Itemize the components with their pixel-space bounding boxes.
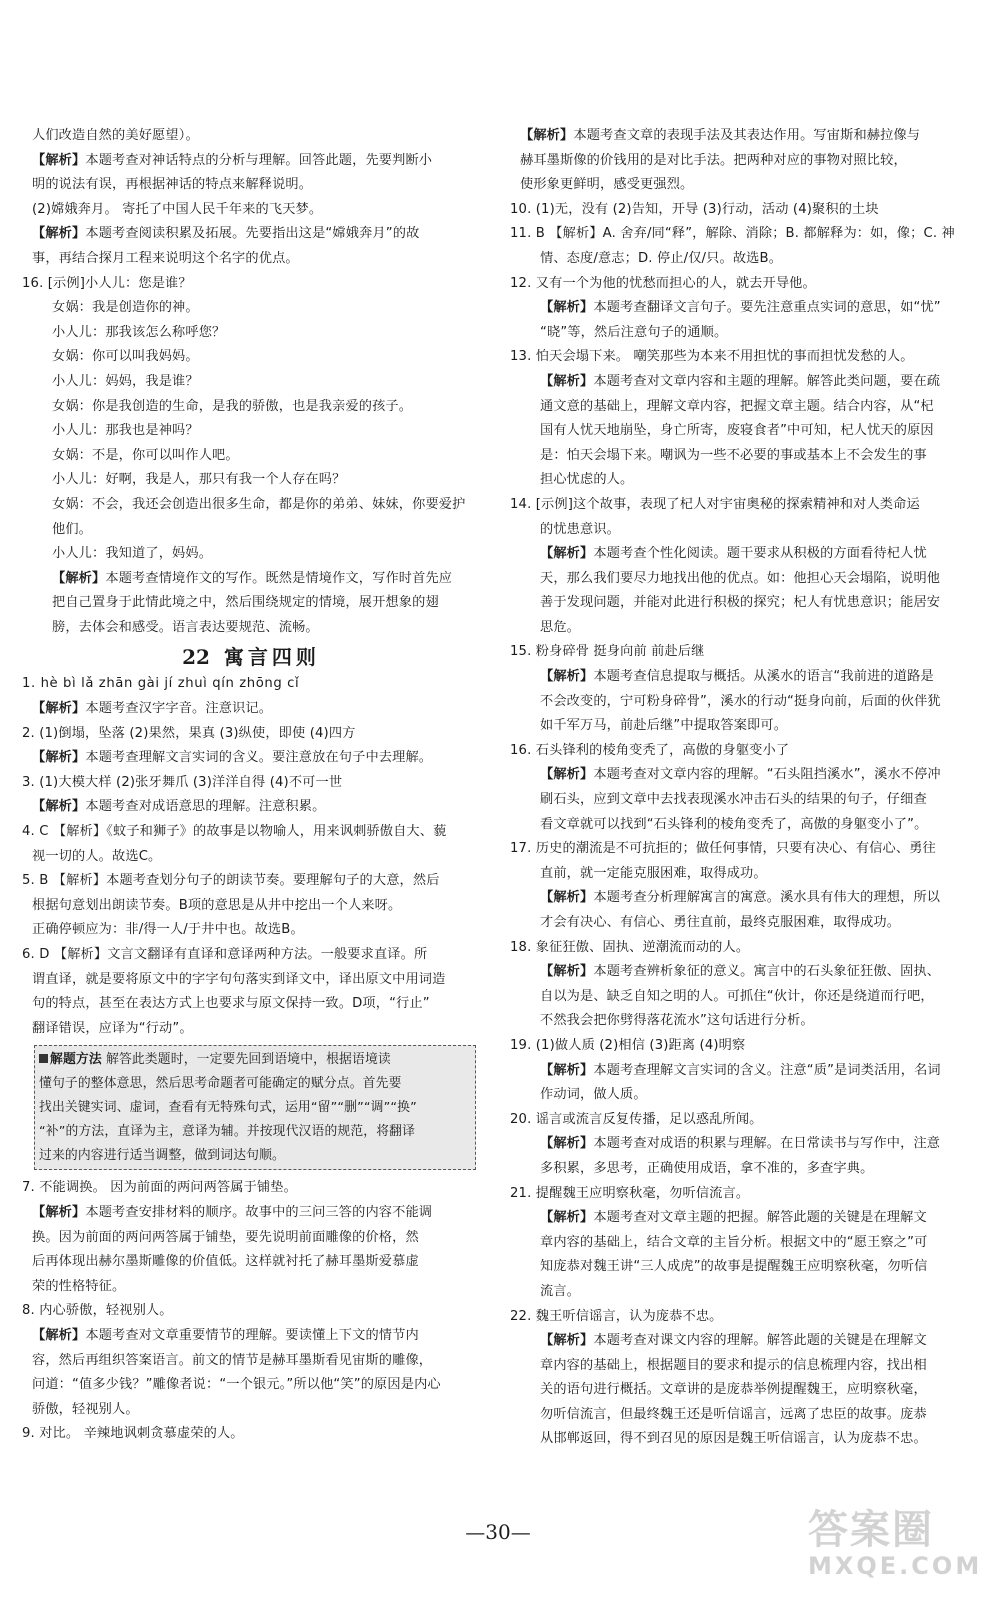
line-text: 人们改造自然的美好愿望）。	[32, 128, 199, 143]
text-line	[22, 272, 480, 297]
text-line	[510, 395, 976, 420]
text-line	[22, 1398, 480, 1423]
text-line	[510, 518, 976, 543]
line-text: 天，那么我们要尽力地找出他的优点。如：他担心天会塌陷，说明他	[540, 570, 941, 586]
text-line	[22, 869, 480, 894]
text-line	[510, 247, 976, 272]
line-text: 本题考查个性化阅读。题干要求从积极的方面看待杞人忧	[593, 546, 927, 562]
line-text: 11. B 【解析】A. 舍弃/同“释”，解除、消除；B. 都解释为：如，像；C. 神	[510, 226, 955, 242]
line-text: 把自己置身于此情此境之中，然后围绕规定的情境，展开想象的翅	[52, 595, 439, 611]
section-title-text: 寓言四则	[223, 645, 320, 670]
text-line	[22, 771, 480, 796]
analysis-tag: 【解析】	[540, 767, 594, 783]
line-text: 谓直译，就是要将原文中的字字句句落实到译文中，译出原文中用词造	[32, 971, 446, 987]
text-line	[22, 591, 480, 616]
line-text: 使形象更鲜明，感受更强烈。	[520, 177, 694, 193]
method-box-line	[39, 1072, 469, 1096]
text-line	[510, 419, 976, 444]
text-line	[510, 616, 976, 641]
text-line	[22, 198, 480, 223]
analysis-tag: 【解析】	[520, 128, 574, 143]
line-text: 本题考查对文章重要情节的理解。要读懂上下文的情节内	[85, 1327, 419, 1343]
text-line	[22, 820, 480, 845]
text-line	[22, 321, 480, 346]
analysis-tag: 【解析】	[540, 964, 594, 980]
line-text: 根据句意划出朗读节奏。B项的意思是从井中挖出一个人来呀。	[32, 897, 402, 913]
line-text: 思危。	[540, 619, 581, 635]
text-line	[510, 198, 976, 223]
line-text: 19. (1)做人质 (2)相信 (3)距离 (4)明察	[510, 1037, 746, 1053]
line-text: 本题考查对神话特点的分析与理解。回答此题，先要判断小	[85, 152, 433, 168]
text-line	[22, 1176, 480, 1201]
line-text: 小人儿：我知道了，妈妈。	[52, 546, 213, 562]
analysis-line	[510, 1132, 976, 1157]
line-text: 才会有决心、有信心、勇往直前，最终克服困难，取得成功。	[540, 915, 901, 930]
text-line	[22, 493, 480, 518]
text-line	[510, 1157, 976, 1182]
line-text: 章内容的基础上，根据题目的要求和提示的信息梳理内容，找出相	[540, 1357, 927, 1373]
section-number: 22	[182, 645, 210, 670]
text-line	[22, 1275, 480, 1300]
line-text: 本题考查文章的表现手法及其表达作用。写宙斯和赫拉像与	[573, 128, 921, 143]
line-text: 女娲：你是我创造的生命，是我的骄傲，也是我亲爱的孩子。	[52, 398, 413, 414]
line-text: 1. hè bì lǎ zhān gài jí zhuì qín zhōng cǐ	[22, 676, 300, 692]
analysis-line	[510, 665, 976, 690]
page-number: —30—	[465, 1520, 531, 1544]
left-column	[22, 124, 480, 1447]
text-line	[22, 1349, 480, 1374]
line-text: 通文意的基础上，理解文章内容，把握文章主题。结合内容，从“杞	[540, 398, 934, 414]
analysis-tag: 【解析】	[540, 890, 594, 906]
line-text: 关的语句进行概括。文章讲的是庞恭举例提醒魏王，应明察秋毫，	[540, 1382, 927, 1398]
text-line	[510, 690, 976, 715]
text-line	[510, 591, 976, 616]
analysis-line	[510, 296, 976, 321]
line-text: 5. B 【解析】本题考查划分句子的朗读节奏。要理解句子的大意，然后	[22, 873, 440, 889]
text-line	[22, 296, 480, 321]
text-line	[22, 968, 480, 993]
method-box-line	[39, 1144, 469, 1168]
line-text: 自以为是、缺乏自知之明的人。可抓住“伙计，你还是绕道而行吧，	[540, 988, 934, 1004]
text-line	[510, 493, 976, 518]
text-line	[510, 321, 976, 346]
method-box-line	[39, 1120, 469, 1144]
text-line	[510, 936, 976, 961]
line-text: 骄傲，轻视别人。	[32, 1401, 139, 1417]
analysis-tag: 【解析】	[540, 1333, 594, 1349]
text-line	[22, 124, 480, 149]
line-text: 是：怕天会塌下来。嘲讽为一些不必要的事或基本上不会发生的事	[540, 447, 927, 463]
analysis-line	[510, 960, 976, 985]
text-line	[22, 1422, 480, 1447]
text-line	[22, 173, 480, 198]
method-box-text: “补”的方法，直译为主，意译为辅。并按现代汉语的规范，将翻译	[39, 1123, 416, 1139]
line-text: 小人儿：那我也是神吗？	[52, 423, 199, 439]
line-text: 小人儿：好啊，我是人，那只有我一个人存在吗？	[52, 472, 346, 488]
text-line	[510, 714, 976, 739]
line-text: 直前，就一定能克服困难，取得成功。	[540, 865, 767, 881]
text-line	[510, 1231, 976, 1256]
analysis-line	[510, 1329, 976, 1354]
line-text: 21. 提醒魏王应明察秋毫，勿听信流言。	[510, 1185, 750, 1201]
line-text: 换。因为前面的两问两答属于铺垫，要先说明前面雕像的价格，然	[32, 1229, 419, 1245]
analysis-line	[22, 697, 480, 722]
analysis-tag: 【解析】	[540, 1210, 594, 1226]
line-text: 知庞恭对魏王讲“三人成虎”的故事是提醒魏王应明察秋毫，勿听信	[540, 1259, 928, 1275]
line-text: 善于发现问题，并能对此进行积极的探究；杞人有忧患意识；能居安	[540, 595, 941, 611]
line-text: 本题考查汉字字音。注意识记。	[85, 701, 273, 717]
analysis-tag: 【解析】	[32, 152, 86, 168]
analysis-line	[510, 370, 976, 395]
line-text: 本题考查对文章主题的把握。解答此题的关键是在理解文	[593, 1210, 927, 1226]
text-line	[510, 222, 976, 247]
analysis-tag: 【解析】	[32, 701, 86, 717]
line-text: 20. 谣言或流言反复传播，足以惑乱所闻。	[510, 1111, 763, 1127]
text-line	[510, 911, 976, 936]
line-text: 小人儿：妈妈，我是谁？	[52, 373, 199, 389]
line-text: 本题考查阅读积累及拓展。先要指出这是“嫦娥奔月”的故	[85, 226, 420, 242]
line-text: 18. 象征狂傲、固执、逆潮流而动的人。	[510, 939, 750, 955]
line-text: 3. (1)大模大样 (2)张牙舞爪 (3)洋洋自得 (4)不可一世	[22, 774, 343, 790]
text-line	[510, 1403, 976, 1428]
line-text: 情、态度/意志；D. 停止/仅/只。故选B。	[540, 250, 783, 266]
analysis-line	[22, 746, 480, 771]
analysis-tag: 【解析】	[540, 546, 594, 562]
analysis-line	[22, 149, 480, 174]
line-text: 本题考查理解文言实词的含义。要注意放在句子中去理解。	[85, 750, 433, 766]
text-line	[22, 722, 480, 747]
text-line	[510, 862, 976, 887]
method-box-line	[39, 1048, 469, 1072]
line-text: 从邯郸返回，得不到召见的原因是魏王听信谣言，认为庞恭不忠。	[540, 1431, 927, 1447]
line-text: 本题考查信息提取与概括。从溪水的语言“我前进的道路是	[593, 669, 934, 685]
line-text: 赫耳墨斯像的价钱用的是对比手法。把两种对应的事物对照比较，	[520, 152, 907, 168]
analysis-line	[22, 1324, 480, 1349]
line-text: 章内容的基础上，结合文章的主旨分析。根据文中的“愿王察之”可	[540, 1234, 928, 1250]
analysis-line	[22, 222, 480, 247]
analysis-tag: 【解析】	[32, 799, 86, 815]
line-text: 勿听信流言，但最终魏王还是听信谣言，远离了忠臣的故事。庞恭	[540, 1406, 927, 1422]
text-line	[510, 173, 976, 198]
text-line	[510, 1427, 976, 1452]
analysis-tag: 【解析】	[540, 1062, 594, 1078]
text-line	[510, 739, 976, 764]
text-line	[510, 468, 976, 493]
line-text: 本题考查翻译文言句子。要先注意重点实词的意思，如“忧”	[593, 300, 941, 316]
line-text: 事，再结合探月工程来说明这个名字的优点。	[32, 250, 299, 266]
line-text: 多积累，多思考，正确使用成语，拿不准的，多查字典。	[540, 1160, 874, 1176]
line-text: 本题考查对成语意思的理解。注意积累。	[85, 799, 326, 815]
line-text: 女娲：你可以叫我妈妈。	[52, 349, 199, 365]
line-text: 句的特点，甚至在表达方式上也要求与原文保持一致。D项，“行止”	[32, 996, 430, 1012]
text-line	[22, 345, 480, 370]
line-text: 不会改变的，宁可粉身碎骨”，溪水的行动“挺身向前，后面的伙伴犹	[540, 693, 941, 709]
text-line	[510, 1354, 976, 1379]
text-line	[510, 1009, 976, 1034]
line-text: 国有人忧天地崩坠，身亡所寄，废寝食者”中可知，杞人忧天的原因	[540, 423, 934, 439]
text-line	[510, 1255, 976, 1280]
line-text: 如千军万马，前赴后继”中提取答案即可。	[540, 718, 788, 734]
line-text: 容，然后再组织答案语言。前文的情节是赫耳墨斯看见宙斯的雕像，	[32, 1352, 433, 1368]
line-text: 后再体现出赫尔墨斯雕像的价值低。这样就衬托了赫耳墨斯爱慕虚	[32, 1254, 419, 1270]
line-text: 14. [示例]这个故事，表现了杞人对宇宙奥秘的探索精神和对人类命运	[510, 496, 920, 512]
analysis-tag: 【解析】	[32, 750, 86, 766]
line-text: “晓”等，然后注意句子的通顺。	[540, 324, 728, 340]
analysis-line	[22, 795, 480, 820]
text-line	[510, 813, 976, 838]
line-text: 本题考查对课文内容的理解。解答此题的关键是在理解文	[593, 1333, 927, 1349]
line-text: 13. 怕天会塌下来。 嘲笑那些为本来不用担忧的事而担忧发愁的人。	[510, 349, 914, 365]
line-text: 2. (1)倒塌，坠落 (2)果然，果真 (3)纵使，即使 (4)四方	[22, 725, 356, 741]
analysis-line	[22, 1201, 480, 1226]
line-text: 10. (1)无，没有 (2)告知，开导 (3)行动，活动 (4)聚积的土块	[510, 201, 879, 217]
line-text: 问道：“值多少钱？”雕像者说：“一个银元。”所以他“笑”的原因是内心	[32, 1377, 441, 1393]
method-box-label: 解题方法	[39, 1052, 102, 1067]
line-text: 16. 石头锋利的棱角变秃了，高傲的身躯变小了	[510, 742, 790, 758]
line-text: 本题考查分析理解寓言的寓意。溪水具有伟大的理想，所以	[593, 890, 941, 906]
text-line	[22, 943, 480, 968]
line-text: 15. 粉身碎骨 挺身向前 前赴后继	[510, 644, 705, 660]
text-line	[510, 788, 976, 813]
line-text: 明的说法有误，再根据神话的特点来解释说明。	[32, 177, 313, 193]
method-box-text: 找出关键实词、虚词，查看有无特殊句式，运用“留”“删”“调”“换”	[39, 1099, 417, 1115]
line-text: 16. [示例]小人儿：您是谁？	[22, 275, 192, 291]
line-text: 女娲：不会，我还会创造出很多生命，都是你的弟弟、妹妹，你要爱护	[52, 496, 466, 512]
text-line	[510, 1378, 976, 1403]
analysis-line	[510, 763, 976, 788]
line-text: 本题考查理解文言实词的含义。注意“质”是词类活用，名词	[593, 1062, 941, 1078]
text-line	[22, 468, 480, 493]
text-line	[510, 272, 976, 297]
method-box-text: 过来的内容进行适当调整，做到词达句顺。	[39, 1147, 285, 1163]
text-line	[510, 1182, 976, 1207]
line-text: 女娲：不是，你可以叫作人吧。	[52, 447, 239, 463]
line-text: 刷石头，应到文章中去找表现溪水冲击石头的结果的句子，仔细查	[540, 792, 927, 808]
line-text: 本题考查辨析象征的意义。寓言中的石头象征狂傲、固执、	[593, 964, 941, 980]
line-text: 本题考查情境作文的写作。既然是情境作文，写作时首先应	[105, 570, 453, 586]
analysis-tag: 【解析】	[540, 300, 594, 316]
analysis-line	[510, 1059, 976, 1084]
analysis-tag: 【解析】	[52, 570, 106, 586]
watermark-logo	[808, 1507, 983, 1596]
watermark-url: MXQE.COM	[808, 1552, 983, 1580]
text-line	[22, 542, 480, 567]
line-text: 作动词，做人质。	[540, 1087, 647, 1103]
analysis-tag: 【解析】	[540, 1136, 594, 1152]
text-line	[510, 567, 976, 592]
analysis-line	[510, 1206, 976, 1231]
method-box-text: 解答此类题时，一定要先回到语境中，根据语境读	[106, 1052, 391, 1068]
right-column	[510, 124, 976, 1452]
line-text: 9. 对比。 辛辣地讽刺贪慕虚荣的人。	[22, 1426, 244, 1442]
analysis-line	[510, 886, 976, 911]
line-text: 视一切的人。故选C。	[32, 848, 162, 864]
line-text: 女娲：我是创造你的神。	[52, 300, 199, 316]
analysis-tag: 【解析】	[32, 226, 86, 242]
analysis-tag: 【解析】	[32, 1204, 86, 1220]
text-line	[22, 616, 480, 641]
text-line	[22, 1250, 480, 1275]
analysis-line	[510, 124, 976, 149]
line-text: 4. C 【解析】《蚊子和狮子》的故事是以物喻人，用来讽刺骄傲自大、藐	[22, 824, 447, 840]
line-text: 流言。	[540, 1283, 581, 1299]
line-text: 6. D 【解析】文言文翻译有直译和意译两种方法。一般要求直译。所	[22, 947, 428, 962]
line-text: (2)嫦娥奔月。 寄托了中国人民千年来的飞天梦。	[32, 201, 323, 217]
line-text: 担心忧虑的人。	[540, 472, 634, 488]
method-box-text: 懂句子的整体意思，然后思考命题者可能确定的赋分点。首先要	[39, 1076, 402, 1092]
text-line	[22, 518, 480, 543]
text-line	[22, 395, 480, 420]
text-line	[22, 1373, 480, 1398]
text-line	[22, 370, 480, 395]
line-text: 12. 又有一个为他的忧愁而担心的人，就去开导他。	[510, 275, 816, 291]
line-text: 本题考查对成语的积累与理解。在日常读书与写作中，注意	[593, 1136, 941, 1152]
text-line	[22, 1226, 480, 1251]
text-line	[510, 1083, 976, 1108]
line-text: 17. 历史的潮流是不可抗拒的；做任何事情，只要有决心、有信心、勇往	[510, 841, 936, 857]
analysis-line	[22, 567, 480, 592]
text-line	[22, 672, 480, 697]
analysis-tag: 【解析】	[540, 669, 594, 685]
line-text: 8. 内心骄傲，轻视别人。	[22, 1303, 173, 1319]
text-line	[22, 1017, 480, 1042]
text-line	[510, 149, 976, 174]
analysis-line	[510, 542, 976, 567]
text-line	[510, 985, 976, 1010]
analysis-tag: 【解析】	[32, 1327, 86, 1343]
text-line	[510, 837, 976, 862]
text-line	[510, 1305, 976, 1330]
line-text: 正确停顿应为：非/得一人/于井中也。故选B。	[32, 922, 304, 938]
text-line	[510, 345, 976, 370]
text-line	[22, 894, 480, 919]
line-text: 22. 魏王听信谣言，认为庞恭不忠。	[510, 1308, 723, 1324]
analysis-tag: 【解析】	[540, 373, 594, 389]
method-box-line	[39, 1096, 469, 1120]
line-text: 的忧患意识。	[540, 521, 621, 537]
line-text: 小人儿：那我该怎么称呼您？	[52, 324, 226, 340]
text-line	[510, 1280, 976, 1305]
text-line	[22, 918, 480, 943]
line-text: 不然我会把你劈得落花流水”这句话进行分析。	[540, 1013, 814, 1029]
line-text: 翻译错误，应译为“行动”。	[32, 1020, 193, 1036]
line-text: 膀，去体会和感受。语言表达要规范、流畅。	[52, 619, 319, 635]
line-text: 看文章就可以找到“石头锋利的棱角变秃了，高傲的身躯变小了”。	[540, 816, 928, 832]
text-line	[510, 1034, 976, 1059]
method-box	[34, 1045, 476, 1170]
text-line	[22, 444, 480, 469]
line-text: 本题考查对文章内容的理解。“石头阻挡溪水”，溪水不停冲	[593, 767, 941, 783]
text-line	[22, 845, 480, 870]
text-line	[22, 992, 480, 1017]
text-line	[510, 444, 976, 469]
line-text: 7. 不能调换。 因为前面的两问两答属于铺垫。	[22, 1180, 297, 1196]
line-text: 本题考查对文章内容和主题的理解。解答此类问题，要在疏	[593, 373, 941, 389]
section-title	[22, 642, 480, 672]
line-text: 本题考查安排材料的顺序。故事中的三问三答的内容不能调	[85, 1204, 433, 1220]
watermark-text: 答案圈	[808, 1507, 934, 1553]
text-line	[510, 1108, 976, 1133]
text-line	[22, 419, 480, 444]
text-line	[22, 247, 480, 272]
text-line	[22, 1299, 480, 1324]
text-line	[510, 640, 976, 665]
line-text: 他们。	[52, 521, 93, 537]
line-text: 荣的性格特征。	[32, 1278, 126, 1294]
